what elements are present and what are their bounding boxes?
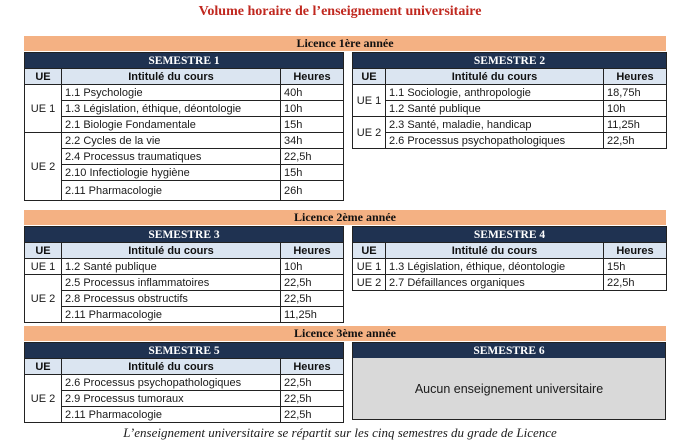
caption: L’enseignement universitaire se répartit sur les cinq semestres du grade de Licence — [123, 425, 557, 440]
hours-cell: 22,5h — [281, 407, 344, 423]
course-cell: 2.2 Cycles de la vie — [62, 133, 281, 149]
col-ue: UE — [25, 359, 62, 375]
semester-6-table — [352, 342, 666, 359]
course-cell: 2.1 Biologie Fondamentale — [62, 117, 281, 133]
semester-5-table — [24, 342, 344, 423]
course-cell: 1.1 Psychologie — [62, 85, 281, 101]
course-cell: 2.6 Processus psychopathologiques — [62, 375, 281, 391]
course-cell: 1.2 Santé publique — [386, 101, 604, 117]
ue-cell: UE 1 — [353, 85, 386, 117]
course-cell: 2.10 Infectiologie hygiène — [62, 165, 281, 181]
hours-cell: 10h — [604, 101, 667, 117]
course-cell: 1.3 Législation, éthique, déontologie — [62, 101, 281, 117]
table-row — [353, 117, 667, 133]
table-row — [25, 149, 344, 165]
hours-cell: 22,5h — [281, 391, 344, 407]
course-cell: 2.11 Pharmacologie — [62, 307, 281, 323]
document-title: Volume horaire de l’enseignement universitaire — [198, 4, 482, 19]
semester-4-table — [352, 226, 667, 291]
hours-cell: 11,25h — [281, 307, 344, 323]
course-cell: 1.1 Sociologie, anthropologie — [386, 85, 604, 101]
col-hours: Heures — [604, 243, 667, 259]
col-hours: Heures — [281, 359, 344, 375]
hours-cell: 15h — [281, 117, 344, 133]
table-row — [25, 133, 344, 149]
table-row — [25, 117, 344, 133]
course-cell: 2.9 Processus tumoraux — [62, 391, 281, 407]
hours-cell: 15h — [604, 259, 667, 275]
col-ue: UE — [25, 69, 62, 85]
hours-cell: 34h — [281, 133, 344, 149]
year-band-l1: Licence 1ère année — [24, 36, 666, 51]
table-row — [25, 307, 344, 323]
semester-2-table — [352, 52, 667, 149]
hours-cell: 22,5h — [281, 291, 344, 307]
table-row — [25, 391, 344, 407]
course-cell: 1.3 Législation, éthique, déontologie — [386, 259, 604, 275]
hours-cell: 22,5h — [604, 133, 667, 149]
hours-cell: 22,5h — [281, 149, 344, 165]
hours-cell: 18,75h — [604, 85, 667, 101]
year-band-l2: Licence 2ème année — [24, 210, 666, 225]
table-row — [25, 275, 344, 291]
table-row — [25, 375, 344, 391]
hours-cell: 10h — [281, 259, 344, 275]
course-cell: 2.5 Processus inflammatoires — [62, 275, 281, 291]
ue-cell: UE 1 — [25, 259, 62, 275]
hours-cell: 15h — [281, 165, 344, 181]
table-row — [353, 275, 667, 291]
course-cell: 2.4 Processus traumatiques — [62, 149, 281, 165]
col-course: Intitulé du cours — [386, 243, 604, 259]
semester-header: SEMESTRE 6 — [353, 343, 666, 359]
ue-cell: UE 2 — [25, 133, 62, 201]
col-course: Intitulé du cours — [62, 243, 281, 259]
table-row — [25, 165, 344, 181]
hours-cell: 11,25h — [604, 117, 667, 133]
ue-cell: UE 2 — [353, 275, 386, 291]
semester-header: SEMESTRE 1 — [25, 53, 344, 69]
semester-1-table — [24, 52, 344, 201]
semester-3-table — [24, 226, 344, 323]
semester-header: SEMESTRE 5 — [25, 343, 344, 359]
semester-header: SEMESTRE 2 — [353, 53, 667, 69]
semester-header: SEMESTRE 3 — [25, 227, 344, 243]
semester-6-empty-box — [352, 358, 666, 420]
table-row — [353, 101, 667, 117]
table-row — [25, 181, 344, 201]
hours-cell: 10h — [281, 101, 344, 117]
course-cell: 1.2 Santé publique — [62, 259, 281, 275]
course-cell: 2.7 Défaillances organiques — [386, 275, 604, 291]
hours-cell: 22,5h — [281, 375, 344, 391]
semester-header: SEMESTRE 4 — [353, 227, 667, 243]
hours-cell: 26h — [281, 181, 344, 201]
ue-cell: UE 2 — [25, 275, 62, 323]
year-band-l3: Licence 3ème année — [24, 326, 666, 341]
col-hours: Heures — [281, 69, 344, 85]
col-hours: Heures — [281, 243, 344, 259]
col-ue: UE — [353, 69, 386, 85]
empty-message: Aucun enseignement universitaire — [414, 381, 604, 396]
table-row — [25, 291, 344, 307]
col-hours: Heures — [604, 69, 667, 85]
col-ue: UE — [25, 243, 62, 259]
ue-cell: UE 1 — [353, 259, 386, 275]
table-row — [25, 101, 344, 117]
col-course: Intitulé du cours — [62, 359, 281, 375]
hours-cell: 40h — [281, 85, 344, 101]
ue-cell: UE 1 — [25, 85, 62, 133]
hours-cell: 22,5h — [281, 275, 344, 291]
table-row — [353, 85, 667, 101]
hours-cell: 22,5h — [604, 275, 667, 291]
table-row — [25, 85, 344, 101]
ue-cell: UE 2 — [353, 117, 386, 149]
table-row — [25, 259, 344, 275]
ue-cell: UE 2 — [25, 375, 62, 423]
course-cell: 2.8 Processus obstructifs — [62, 291, 281, 307]
col-ue: UE — [353, 243, 386, 259]
course-cell: 2.3 Santé, maladie, handicap — [386, 117, 604, 133]
table-row — [25, 407, 344, 423]
table-row — [353, 259, 667, 275]
course-cell: 2.6 Processus psychopathologiques — [386, 133, 604, 149]
course-cell: 2.11 Pharmacologie — [62, 407, 281, 423]
course-cell: 2.11 Pharmacologie — [62, 181, 281, 201]
table-row — [353, 133, 667, 149]
col-course: Intitulé du cours — [386, 69, 604, 85]
col-course: Intitulé du cours — [62, 69, 281, 85]
